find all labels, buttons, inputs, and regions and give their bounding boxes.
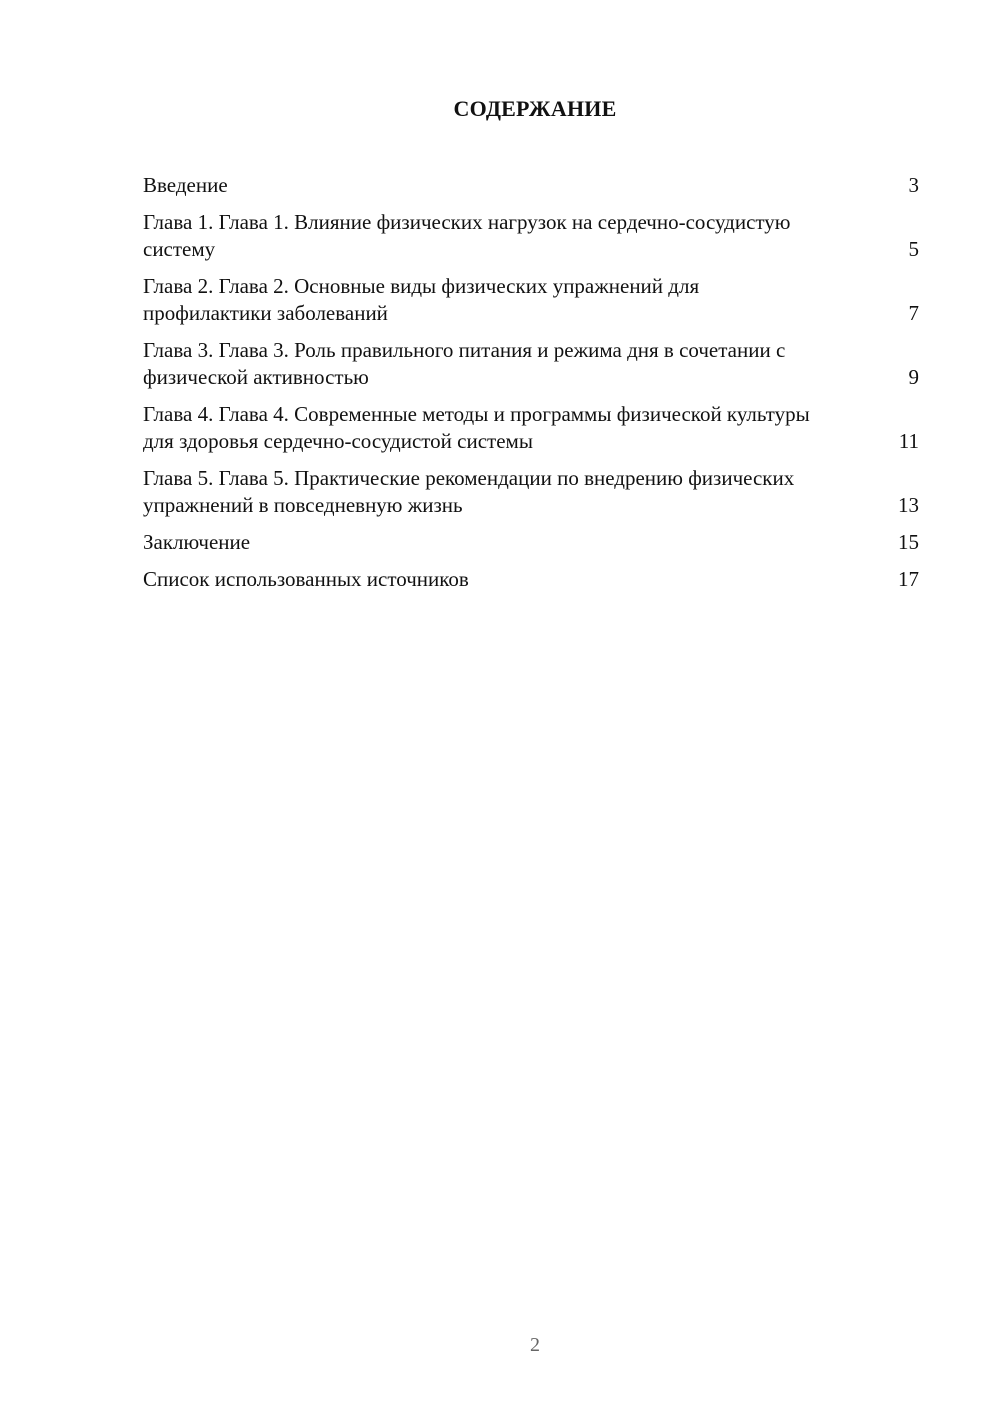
toc-entry-conclusion — [143, 529, 919, 556]
toc-entry-label: Глава 2. Глава 2. Основные виды физических упражнений для профилактики заболеваний — [143, 274, 700, 325]
toc-title: СОДЕРЖАНИЕ — [453, 96, 617, 121]
toc-entry-chapter-5 — [143, 465, 919, 519]
toc-entry-page: 17 — [898, 567, 919, 591]
toc-entry-page: 3 — [908, 173, 919, 197]
toc-entry-label: Глава 3. Глава 3. Роль правильного питания и режима дня в сочетании с физической активностью — [143, 338, 786, 389]
toc-entry-references — [143, 566, 919, 593]
toc-entry-chapter-1 — [143, 209, 919, 263]
toc-entry-label: Заключение — [143, 530, 251, 554]
toc-entry-page: 11 — [898, 429, 919, 453]
toc-entry-page: 7 — [908, 301, 919, 325]
toc-entry-page: 5 — [908, 237, 919, 261]
toc-entry-chapter-2 — [143, 273, 919, 327]
toc-entry-introduction — [143, 172, 919, 199]
page-number: 2 — [530, 1334, 540, 1356]
toc-entry-chapter-3 — [143, 337, 919, 391]
toc-entry-label: Список использованных источников — [143, 567, 469, 591]
toc-entry-chapter-4 — [143, 401, 919, 455]
toc-entry-page: 9 — [908, 365, 919, 389]
toc-entry-label: Введение — [143, 173, 228, 197]
toc-entry-label: Глава 5. Глава 5. Практические рекомендации по внедрению физических упражнений в повседневную жизнь — [143, 466, 795, 517]
toc-entry-label: Глава 4. Глава 4. Современные методы и программы физической культуры для здоровья сердечно-сосудистой системы — [143, 402, 810, 453]
toc-entry-page: 13 — [898, 493, 919, 517]
toc-entry-label: Глава 1. Глава 1. Влияние физических нагрузок на сердечно-сосудистую систему — [143, 210, 791, 261]
toc-entry-page: 15 — [898, 530, 919, 554]
table-of-contents — [143, 172, 919, 603]
